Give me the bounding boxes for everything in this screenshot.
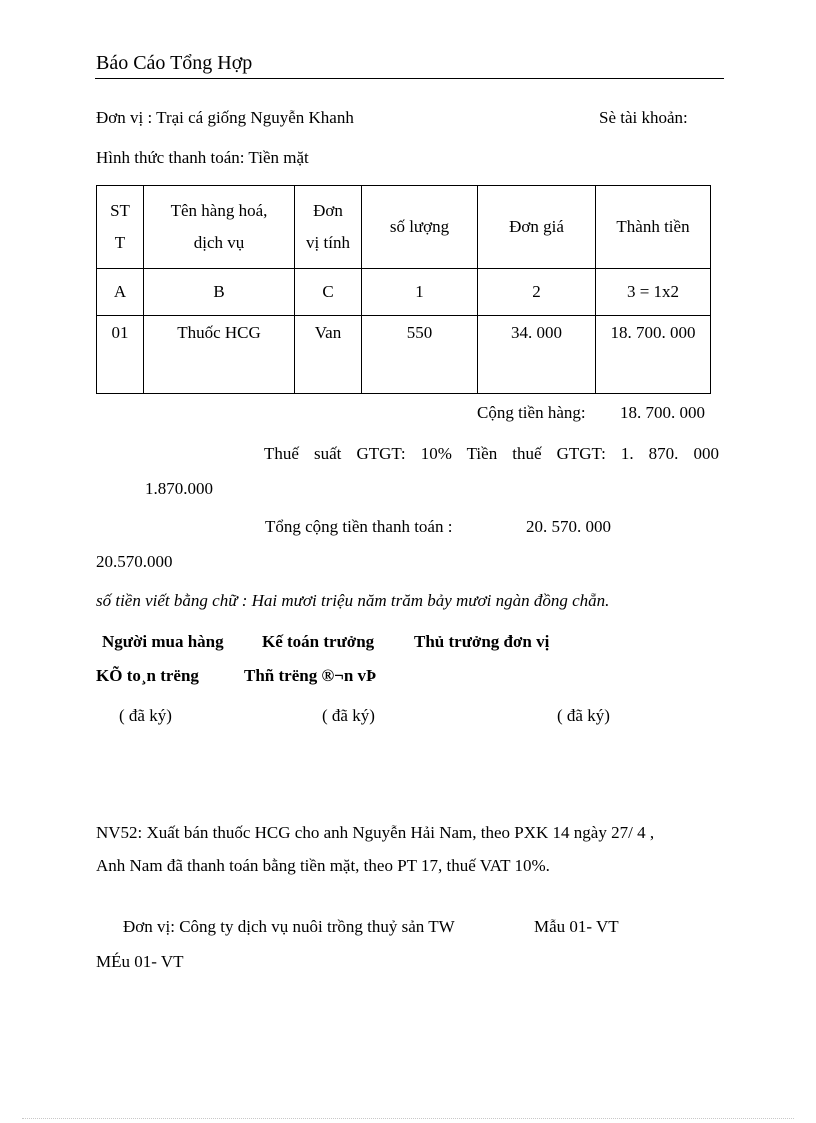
amount-in-words: số tiền viết bằng chữ : Hai mươi triệu năm trăm bảy mươi ngàn đồng chẵn. <box>96 591 610 610</box>
goods-total-label: Cộng tiền hàng: <box>477 403 586 422</box>
cell-stt: 01 <box>97 316 144 394</box>
cell-amount: 18. 700. 000 <box>596 316 711 394</box>
goods-total-value: 18. 700. 000 <box>620 403 705 422</box>
page-bottom-divider <box>22 1118 794 1119</box>
transaction-note-line-2: Anh Nam đã thanh toán bằng tiền mặt, theo PT 17, thuế VAT 10%. <box>96 856 550 875</box>
code-cell: 1 <box>362 269 478 316</box>
page-title: Báo Cáo Tổng Hợp <box>96 52 253 74</box>
cell-unit: Van <box>295 316 362 394</box>
table-row <box>97 316 711 394</box>
table-code-row <box>97 269 711 316</box>
code-cell: 3 = 1x2 <box>596 269 711 316</box>
grand-total-value: 20. 570. 000 <box>526 517 611 536</box>
cell-quantity: 550 <box>362 316 478 394</box>
code-cell: C <box>295 269 362 316</box>
grand-total-amount: 20.570.000 <box>96 552 173 571</box>
account-label: Sè tài khoản: <box>599 108 688 127</box>
vat-amount: 1.870.000 <box>145 479 213 498</box>
signed-note-accountant: ( đã ký) <box>322 706 375 725</box>
signature-accountant-label: Kế toán trưởng <box>262 632 375 651</box>
company-line: Đơn vị: Công ty dịch vụ nuôi trồng thuỷ sản TW <box>123 917 455 936</box>
code-cell: A <box>97 269 144 316</box>
header-divider <box>95 78 724 79</box>
vat-line: Thuế suất GTGT: 10% Tiền thuế GTGT: 1. 870. 000 <box>264 444 719 463</box>
code-cell: B <box>144 269 295 316</box>
garbled-head-label: Thñ trëng ®¬n vÞ <box>244 666 377 685</box>
cell-price: 34. 000 <box>478 316 596 394</box>
form-code-garbled: MÉu 01- VT <box>96 952 184 971</box>
signed-note-head: ( đã ký) <box>557 706 610 725</box>
grand-total-label: Tổng cộng tiền thanh toán : <box>265 517 453 536</box>
payment-method: Hình thức thanh toán: Tiền mặt <box>96 148 309 167</box>
signed-note-buyer: ( đã ký) <box>119 706 172 725</box>
header-cell-name: Tên hàng hoá, dịch vụ <box>144 186 295 269</box>
signature-buyer-label: Người mua hàng <box>102 632 224 651</box>
header-cell-quantity: số lượng <box>362 186 478 269</box>
invoice-table <box>96 185 711 394</box>
header-cell-stt: ST T <box>97 186 144 269</box>
form-code: Mẫu 01- VT <box>534 917 619 936</box>
cell-name: Thuốc HCG <box>144 316 295 394</box>
header-cell-price: Đơn giá <box>478 186 596 269</box>
code-cell: 2 <box>478 269 596 316</box>
signature-head-label: Thủ trưởng đơn vị <box>414 632 550 651</box>
table-header-row <box>97 186 711 269</box>
header-cell-amount: Thành tiền <box>596 186 711 269</box>
header-cell-unit: Đơn vị tính <box>295 186 362 269</box>
unit-line: Đơn vị : Trại cá giống Nguyễn Khanh <box>96 108 354 127</box>
transaction-note-line-1: NV52: Xuất bán thuốc HCG cho anh Nguyễn Hải Nam, theo PXK 14 ngày 27/ 4 , <box>96 823 655 842</box>
garbled-accountant-label: KÕ to¸n trëng <box>96 666 199 685</box>
